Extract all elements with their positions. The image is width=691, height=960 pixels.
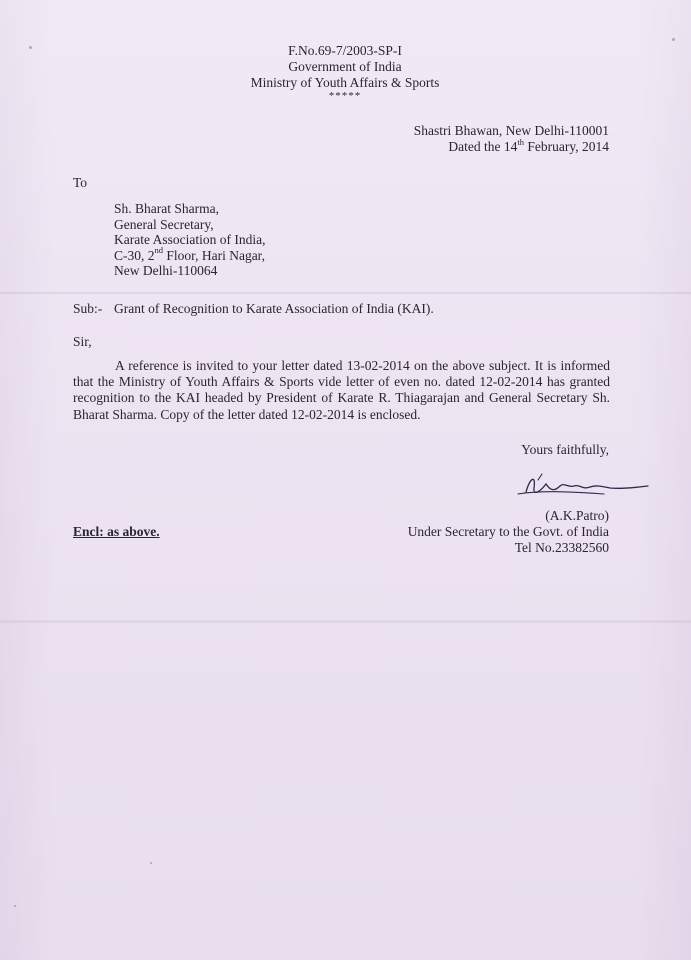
paper-speck (14, 905, 16, 907)
subject-label: Sub:- (73, 301, 103, 316)
paper-speck (150, 862, 152, 864)
letter-body (73, 358, 610, 423)
addressee-name: Sh. Bharat Sharma, (114, 201, 219, 216)
paper-speck (672, 38, 675, 41)
place-and-date (414, 123, 609, 155)
addressee-city: New Delhi-110064 (114, 263, 218, 278)
to-label: To (73, 175, 88, 190)
closing-line: Yours faithfully, (521, 442, 609, 457)
paper-speck (29, 46, 32, 49)
file-number: F.No.69-7/2003-SP-I (288, 43, 402, 58)
signatory-name: (A.K.Patro) (545, 508, 609, 523)
header-stars: ***** (328, 90, 362, 102)
salutation: Sir, (73, 334, 92, 349)
government-line: Government of India (288, 59, 402, 74)
signatory-designation: Under Secretary to the Govt. of India (407, 524, 609, 539)
addressee-block (114, 201, 265, 279)
date-line: Dated the 14th February, 2014 (448, 136, 609, 154)
subject-line (73, 301, 434, 317)
enclosure-note: Encl: as above. (73, 524, 160, 539)
addressee-organisation: Karate Association of India, (114, 232, 266, 247)
signatory-telephone: Tel No.23382560 (514, 540, 609, 555)
place-line: Shastri Bhawan, New Delhi-110001 (413, 123, 609, 138)
signatory-block (408, 508, 609, 556)
body-paragraph: A reference is invited to your letter dated 13-02-2014 on the above subject. It is informed that the Ministry of Youth Affairs & Sports vide letter of even no. dated 12-02-2014 has granted recognition to the KAI headed by President of Karate R. Thiagarajan and General Secretary Sh. Bharat Sharma. Copy of the letter dated 12-02-2014 is enclosed. (73, 358, 610, 422)
addressee-designation: General Secretary, (114, 216, 214, 232)
paper-fold-line (0, 292, 691, 294)
subject-text: Grant of Recognition to Karate Association of India (KAI). (114, 301, 434, 316)
paper-fold-line (0, 620, 691, 623)
handwritten-signature (512, 470, 650, 506)
letterhead (190, 43, 500, 101)
ministry-line: Ministry of Youth Affairs & Sports (250, 75, 440, 90)
addressee-street: C-30, 2nd Floor, Hari Nagar, (114, 245, 266, 263)
